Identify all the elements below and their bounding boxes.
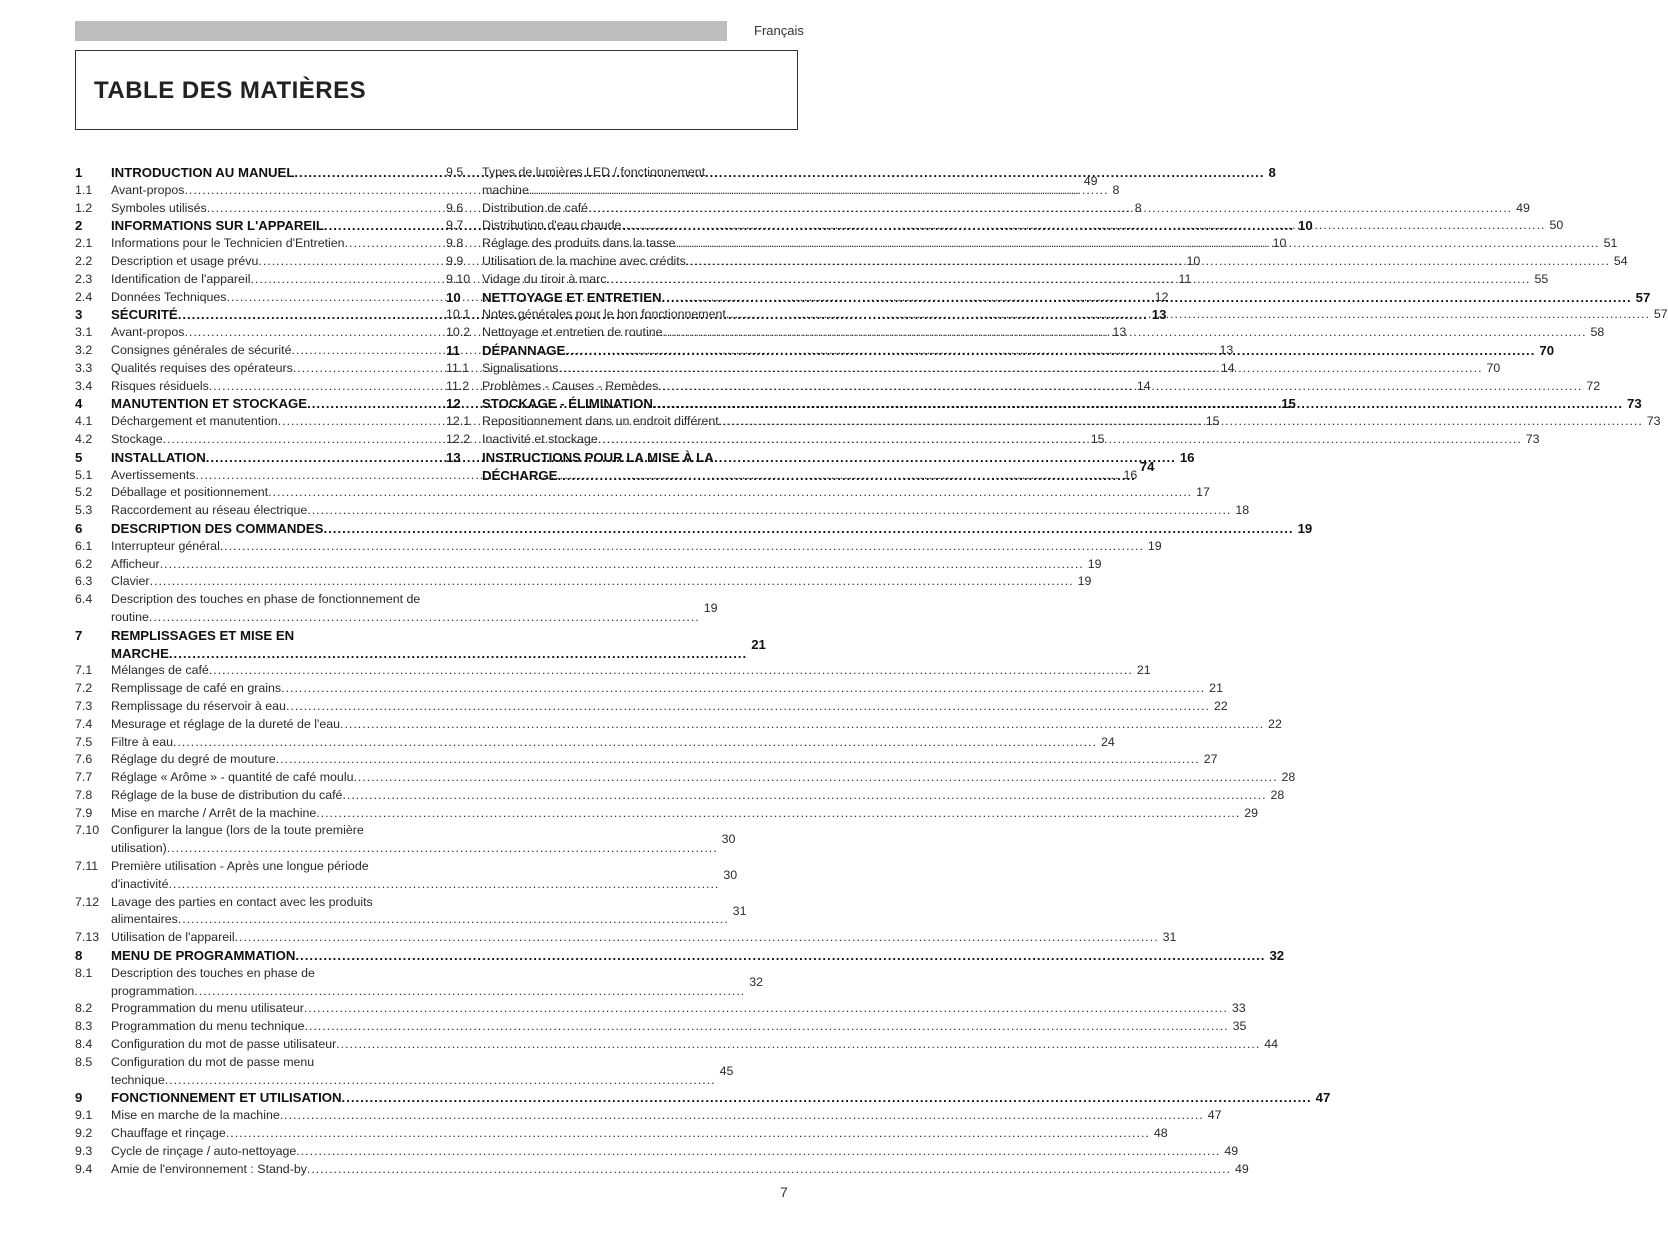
toc-section-row: [75, 662, 1151, 680]
toc-number: 8.1: [75, 965, 93, 980]
toc-entry-text: [482, 271, 1530, 289]
toc-number: 9.1: [75, 1108, 93, 1123]
toc-section-row: [75, 538, 1162, 556]
toc-number: 7.4: [75, 716, 93, 731]
toc-number: 4: [75, 396, 83, 412]
toc-entry-text: [111, 556, 1084, 574]
toc-entry-text: [111, 1054, 716, 1090]
toc-entry-label: Avant-propos .....: [111, 325, 1109, 339]
toc-page-number: 49: [1234, 1161, 1249, 1176]
toc-entry-label: Utilisation de la machine avec crédits .....: [482, 254, 1610, 268]
toc-entry-text: [111, 751, 1200, 769]
toc-page-number: 19: [703, 601, 718, 616]
toc-number: 2.1: [75, 236, 93, 251]
toc-entry-text: [111, 1000, 1228, 1018]
toc-entry-label: Problèmes - Causes - Remèdes .....: [482, 379, 1582, 393]
toc-entry-text: [482, 235, 1600, 253]
toc-number: 3: [75, 307, 83, 323]
toc-entry-label: Données Techniques .....: [111, 290, 1151, 304]
toc-number: 9.8: [446, 236, 464, 251]
toc-number: 7: [75, 627, 83, 643]
toc-entry-label: Consignes générales de sécurité .....: [111, 343, 1216, 357]
toc-page-number: 22: [1268, 716, 1282, 731]
toc-entry-label: Filtre à eau .....: [111, 735, 1097, 749]
toc-page-number: 13: [1219, 342, 1234, 357]
toc-entry-label: Utilisation de l'appareil .....: [111, 930, 1159, 944]
toc-page-number: 19: [1297, 520, 1313, 536]
toc-entry-text: [111, 734, 1097, 752]
toc-entry-label: Signalisations .....: [482, 361, 1483, 375]
toc-number: 4.1: [75, 414, 93, 429]
toc-page-number: 16: [1123, 467, 1138, 482]
toc-entry-text: [482, 342, 1535, 360]
toc-section-row: [75, 751, 1218, 769]
page-number: 7: [780, 1184, 788, 1200]
toc-page-number: 10: [1272, 236, 1287, 251]
toc-number: 12.2: [446, 431, 471, 446]
toc-number: 7.12: [75, 894, 100, 909]
toc-entry-label: Cycle de rinçage / auto-nettoyage .....: [111, 1144, 1220, 1158]
toc-entry-label: NETTOYAGE ET ENTRETIEN .....: [482, 290, 1632, 305]
toc-page-number: 51: [1603, 236, 1618, 251]
toc-page-number: 57: [1653, 307, 1668, 322]
toc-entry-label: Programmation du menu utilisateur .....: [111, 1001, 1228, 1015]
toc-number: 9.6: [446, 200, 464, 215]
toc-number: 9.10: [446, 271, 471, 286]
toc-entry-label: Amie de l'environnement : Stand-by .....: [111, 1162, 1231, 1176]
toc-number: 11.1: [446, 360, 470, 375]
toc-page-number: 55: [1534, 271, 1549, 286]
toc-page-number: 19: [1087, 556, 1102, 571]
toc-page-number: 31: [1162, 930, 1177, 945]
toc-entry-label: Distribution d'eau chaude .....: [482, 218, 1546, 232]
toc-entry-label: Notes générales pour le bon fonctionnement .....: [482, 307, 1650, 321]
toc-entry-label: Inactivité et stockage .....: [482, 432, 1522, 446]
toc-entry-label: Risques résiduels .....: [111, 379, 1133, 393]
toc-entry-text: [111, 965, 745, 1001]
toc-page-number: 57: [1635, 289, 1651, 305]
toc-section-row: [75, 1125, 1168, 1143]
toc-number: 7.1: [75, 663, 93, 678]
toc-entry-label: Avant-propos .....: [111, 183, 1109, 197]
toc-page-number: 31: [732, 903, 747, 918]
toc-entry-label: Avertissements .....: [111, 468, 1120, 482]
toc-section-row: [75, 1143, 1239, 1161]
toc-entry-label: Réglage « Arôme » - quantité de café moulu .....: [111, 770, 1278, 784]
toc-entry-label: Vidage du tiroir à marc .....: [482, 272, 1530, 286]
toc-number: 7.9: [75, 805, 93, 820]
toc-entry-label: Mélanges de café .....: [111, 663, 1133, 677]
toc-page-number: 74: [1139, 458, 1155, 474]
toc-number: 13: [446, 449, 461, 465]
toc-section-row: [75, 965, 763, 1001]
toc-page-number: 70: [1486, 360, 1501, 375]
toc-entry-label: Mesurage et réglage de la dureté de l'eau .....: [111, 717, 1264, 731]
toc-page-number: 72: [1586, 378, 1601, 393]
toc-entry-text: [482, 289, 1632, 307]
toc-number: 8.4: [75, 1037, 93, 1052]
toc-entry-text: [482, 217, 1546, 235]
page-title: TABLE DES MATIÈRES: [94, 77, 367, 104]
toc-section-row: [75, 787, 1285, 805]
toc-entry-label: Nettoyage et entretien de routine .....: [482, 325, 1587, 339]
toc-page-number: 73: [1525, 431, 1540, 446]
toc-entry-label: Raccordement au réseau électrique .....: [111, 503, 1231, 517]
toc-page-number: 21: [1136, 663, 1151, 678]
toc-section-row: [75, 698, 1228, 716]
toc-entry-text: [482, 449, 1136, 485]
toc-number: 6.3: [75, 574, 93, 589]
toc-number: 9.2: [75, 1126, 93, 1141]
toc-entry-label: MANUTENTION ET STOCKAGE .....: [111, 396, 1277, 411]
toc-page-number: 28: [1270, 787, 1285, 802]
toc-number: 7.10: [75, 823, 100, 838]
toc-section-row: [75, 182, 1120, 200]
toc-page-number: 47: [1315, 1090, 1331, 1106]
toc-entry-text: [111, 662, 1133, 680]
toc-number: 11.2: [446, 378, 470, 393]
toc-number: 12.1: [446, 414, 471, 429]
toc-page-number: 21: [1209, 681, 1223, 696]
toc-entry-label: Clavier .....: [111, 574, 1074, 588]
toc-number: 10: [446, 289, 461, 305]
toc-entry-text: [111, 716, 1264, 734]
toc-number: 2.2: [75, 253, 93, 268]
toc-entry-label: Mise en marche / Arrêt de la machine .....: [111, 806, 1240, 820]
toc-number: 8: [75, 948, 83, 964]
toc-entry-text: [482, 200, 1512, 218]
toc-section-row: [75, 734, 1115, 752]
toc-page-number: 17: [1196, 485, 1210, 500]
toc-entry-label: Identification de l'appareil .....: [111, 272, 1175, 286]
toc-number: 10.1: [446, 307, 471, 322]
toc-entry-label: Chauffage et rinçage .....: [111, 1126, 1150, 1140]
toc-entry-label: Configuration du mot de passe menu technique .....: [111, 1055, 716, 1087]
toc-page-number: 19: [1147, 538, 1162, 553]
toc-entry-label: Lavage des parties en contact avec les produits alimentaires .....: [111, 895, 729, 927]
toc-entry-text: [111, 1125, 1150, 1143]
toc-entry-text: [482, 306, 1650, 324]
toc-entry-label: Stockage .....: [111, 432, 1087, 446]
toc-entry-text: [111, 1018, 1229, 1036]
toc-section-row: [75, 573, 1092, 591]
toc-number: 2: [75, 218, 83, 234]
toc-number: 5: [75, 449, 83, 465]
toc-page-number: 30: [723, 867, 738, 882]
toc-number: 8.3: [75, 1019, 93, 1034]
toc-number: 6.2: [75, 556, 93, 571]
toc-entry-text: [111, 538, 1144, 556]
toc-page-number: 48: [1153, 1126, 1168, 1141]
toc-entry-text: [111, 769, 1278, 787]
toc-entry-label: INSTRUCTIONS POUR LA MISE À LA DÉCHARGE .....: [482, 450, 1136, 483]
toc-number: 7.7: [75, 770, 93, 785]
toc-entry-text: [111, 1089, 1312, 1107]
toc-number: 9: [75, 1090, 83, 1106]
toc-entry-text: [111, 858, 719, 894]
toc-entry-label: Réglage du degré de mouture .....: [111, 752, 1200, 766]
toc-section-row: [75, 858, 738, 894]
toc-page-number: 19: [1077, 574, 1092, 589]
toc-page-number: 28: [1281, 770, 1296, 785]
toc-number: 2.4: [75, 289, 93, 304]
toc-entry-text: [482, 324, 1587, 342]
toc-page-number: 10: [1186, 253, 1201, 268]
toc-number: 2.3: [75, 271, 93, 286]
toc-entry-label: Remplissage du réservoir à eau .....: [111, 699, 1210, 713]
toc-chapter-row: [75, 520, 1313, 538]
toc-entry-text: [111, 947, 1265, 965]
toc-number: 10.2: [446, 325, 471, 340]
toc-chapter-row: [75, 1089, 1331, 1107]
toc-entry-text: [111, 822, 718, 858]
toc-page-number: 14: [1220, 360, 1235, 375]
toc-number: 1: [75, 165, 83, 180]
toc-entry-label: Qualités requises des opérateurs .....: [111, 361, 1217, 375]
toc-entry-text: [111, 591, 700, 627]
toc-number: 9.3: [75, 1143, 93, 1158]
toc-section-row: [75, 502, 1250, 520]
toc-section-row: [75, 805, 1259, 823]
toc-number: 8.5: [75, 1054, 93, 1069]
toc-section-row: [75, 1000, 1246, 1018]
toc-number: 12: [446, 396, 461, 412]
toc-entry-label: Programmation du menu technique .....: [111, 1019, 1229, 1033]
toc-page-number: 49: [1083, 173, 1098, 188]
toc-entry-text: [482, 164, 1080, 200]
toc-number: 3.3: [75, 360, 93, 375]
toc-entry-label: Distribution de café .....: [482, 201, 1512, 215]
toc-entry-label: Repositionnement dans un endroit différent .....: [482, 414, 1643, 428]
toc-number: 8.2: [75, 1001, 93, 1016]
toc-number: 3.4: [75, 378, 93, 393]
toc-number: 4.2: [75, 431, 93, 446]
toc-page-number: 54: [1613, 253, 1628, 268]
toc-chapter-row: [75, 947, 1285, 965]
toc-page-number: 12: [1154, 289, 1169, 304]
toc-section-row: [75, 591, 718, 627]
toc-entry-label: Réglage des produits dans la tasse .....: [482, 236, 1600, 250]
toc-entry-text: [111, 698, 1210, 716]
title-box: [75, 50, 798, 130]
toc-page-number: 21: [751, 636, 766, 652]
toc-page-number: 32: [1269, 948, 1285, 964]
toc-number: 5.1: [75, 467, 93, 482]
toc-page-number: 44: [1264, 1037, 1279, 1052]
toc-entry-label: STOCKAGE - ÉLIMINATION .....: [482, 396, 1623, 411]
toc-page-number: 29: [1244, 805, 1259, 820]
toc-page-number: 10: [1298, 218, 1313, 234]
toc-page-number: 30: [721, 832, 736, 847]
toc-entry-label: Afficheur .....: [111, 557, 1084, 571]
toc-entry-text: [111, 1143, 1220, 1161]
toc-section-row: [75, 822, 736, 858]
toc-entry-label: INFORMATIONS SUR L'APPAREIL .....: [111, 218, 1294, 233]
toc-entry-text: [482, 360, 1483, 378]
toc-page-number: 16: [1179, 449, 1195, 465]
toc-entry-label: Symboles utilisés .....: [111, 201, 1131, 215]
toc-entry-text: [482, 413, 1643, 431]
toc-entry-label: Configuration du mot de passe utilisateur .....: [111, 1037, 1260, 1051]
toc-entry-label: SÉCURITÉ .....: [111, 307, 1148, 322]
toc-page-number: 49: [1516, 200, 1530, 215]
toc-entry-text: [482, 431, 1522, 449]
toc-page-number: 11: [1178, 271, 1192, 286]
toc-page-number: 15: [1090, 431, 1105, 446]
toc-entry-text: [111, 787, 1267, 805]
toc-number: 9.7: [446, 218, 464, 233]
toc-number: 7.13: [75, 930, 100, 945]
toc-page-number: 45: [719, 1063, 734, 1078]
toc-entry-label: MENU DE PROGRAMMATION .....: [111, 948, 1265, 963]
toc-entry-label: Description des touches en phase de programmation .....: [111, 966, 745, 998]
toc-entry-text: [111, 1107, 1204, 1125]
toc-entry-label: Description des touches en phase de fonctionnement de routine .....: [111, 592, 700, 624]
toc-entry-label: Configurer la langue (lors de la toute première utilisation) .....: [111, 823, 718, 855]
toc-number: 7.6: [75, 752, 93, 767]
toc-section-row: [75, 556, 1102, 574]
toc-number: 9.4: [75, 1161, 93, 1176]
toc-page-number: 47: [1207, 1108, 1222, 1123]
toc-page-number: 14: [1136, 378, 1151, 393]
toc-number: 5.2: [75, 485, 93, 500]
toc-number: 6: [75, 520, 83, 536]
toc-page-number: 18: [1235, 503, 1250, 518]
toc-number: 1.1: [75, 182, 93, 197]
toc-entry-text: [111, 680, 1205, 698]
toc-entry-label: Types de lumières LED / fonctionnement machine .....: [482, 165, 1080, 197]
toc-entry-text: [111, 502, 1231, 520]
toc-page-number: 13: [1151, 307, 1167, 323]
toc-number: 7.8: [75, 787, 93, 802]
toc-entry-text: [111, 520, 1294, 538]
header-bar: [75, 21, 727, 41]
toc-section-row: [75, 929, 1177, 947]
toc-page-number: 8: [1268, 165, 1276, 180]
toc-entry-text: [111, 627, 747, 663]
toc-page-number: 49: [1224, 1143, 1239, 1158]
toc-page-number: 13: [1112, 325, 1127, 340]
toc-entry-label: REMPLISSAGES ET MISE EN MARCHE .....: [111, 628, 747, 661]
toc-section-row: [75, 1018, 1247, 1036]
toc-entry-text: [111, 484, 1192, 502]
toc-entry-text: [482, 253, 1610, 271]
toc-entry-label: Première utilisation - Après une longue période d'inactivité .....: [111, 859, 719, 891]
toc-number: 3.1: [75, 325, 93, 340]
toc-page-number: 70: [1539, 342, 1555, 358]
toc-entry-text: [111, 1161, 1231, 1179]
toc-section-row: [75, 467, 1138, 485]
toc-entry-text: [111, 805, 1240, 823]
toc-page-number: 33: [1231, 1001, 1246, 1016]
toc-section-row: [75, 1107, 1222, 1125]
toc-number: 6.1: [75, 538, 93, 553]
toc-number: 6.4: [75, 592, 93, 607]
toc-page-number: 35: [1232, 1019, 1247, 1034]
toc-page-number: 50: [1549, 218, 1564, 233]
toc-number: 5.3: [75, 503, 93, 518]
toc-entry-text: [111, 573, 1074, 591]
toc-entry-label: DÉPANNAGE .....: [482, 343, 1535, 358]
toc-number: 1.2: [75, 200, 93, 215]
toc-page-number: 73: [1646, 414, 1661, 429]
toc-entry-label: Interrupteur général .....: [111, 539, 1144, 553]
toc-page-number: 8: [1134, 200, 1142, 215]
toc-section-row: [446, 200, 1530, 218]
toc-entry-label: Informations pour le Technicien d'Entretien .....: [111, 236, 1269, 250]
toc-entry-text: [111, 894, 729, 930]
toc-number: 3.2: [75, 342, 93, 357]
toc-page-number: 73: [1627, 396, 1642, 412]
toc-section-row: [75, 484, 1210, 502]
toc-section-row: [446, 164, 1098, 200]
toc-entry-label: DESCRIPTION DES COMMANDES .....: [111, 521, 1294, 536]
toc-page-number: 24: [1101, 734, 1115, 749]
toc-entry-label: Remplissage de café en grains .....: [111, 681, 1205, 695]
toc-number: 7.5: [75, 734, 93, 749]
toc-chapter-row: [75, 627, 766, 663]
toc-page-number: 32: [749, 974, 763, 989]
toc-number: 9.5: [446, 165, 464, 179]
toc-entry-label: Déballage et positionnement .....: [111, 485, 1192, 499]
toc-section-row: [75, 1161, 1249, 1179]
toc-entry-label: INSTALLATION .....: [111, 450, 1176, 465]
toc-entry-label: Déchargement et manutention .....: [111, 414, 1202, 428]
toc-page-number: 27: [1203, 752, 1218, 767]
toc-page-number: 58: [1590, 325, 1605, 340]
toc-entry-text: [482, 378, 1582, 396]
toc-page-number: 15: [1281, 396, 1296, 412]
toc-page-number: 15: [1205, 414, 1220, 429]
language-label: Français: [754, 23, 804, 38]
toc-number: 11: [446, 342, 460, 358]
toc-entry-label: INTRODUCTION AU MANUEL .....: [111, 165, 1264, 180]
toc-entry-label: Description et usage prévu .....: [111, 254, 1182, 268]
toc-page-number: 8: [1112, 182, 1120, 197]
toc-section-row: [75, 1054, 734, 1090]
toc-entry-label: FONCTIONNEMENT ET UTILISATION .....: [111, 1090, 1312, 1105]
toc-number: 7.11: [75, 859, 99, 874]
toc-number: 7.3: [75, 698, 93, 713]
toc-entry-label: Mise en marche de la machine .....: [111, 1108, 1204, 1122]
toc-number: 9.9: [446, 253, 464, 268]
toc-page-number: 22: [1213, 698, 1228, 713]
toc-section-row: [75, 1036, 1279, 1054]
toc-number: 7.2: [75, 681, 93, 696]
toc-entry-text: [111, 929, 1159, 947]
toc-entry-text: [111, 1036, 1260, 1054]
toc-entry-text: [482, 395, 1623, 413]
toc-section-row: [75, 769, 1296, 787]
toc-section-row: [75, 680, 1223, 698]
toc-section-row: [75, 716, 1282, 734]
toc-entry-label: Réglage de la buse de distribution du café .....: [111, 788, 1267, 802]
toc-section-row: [75, 894, 747, 930]
